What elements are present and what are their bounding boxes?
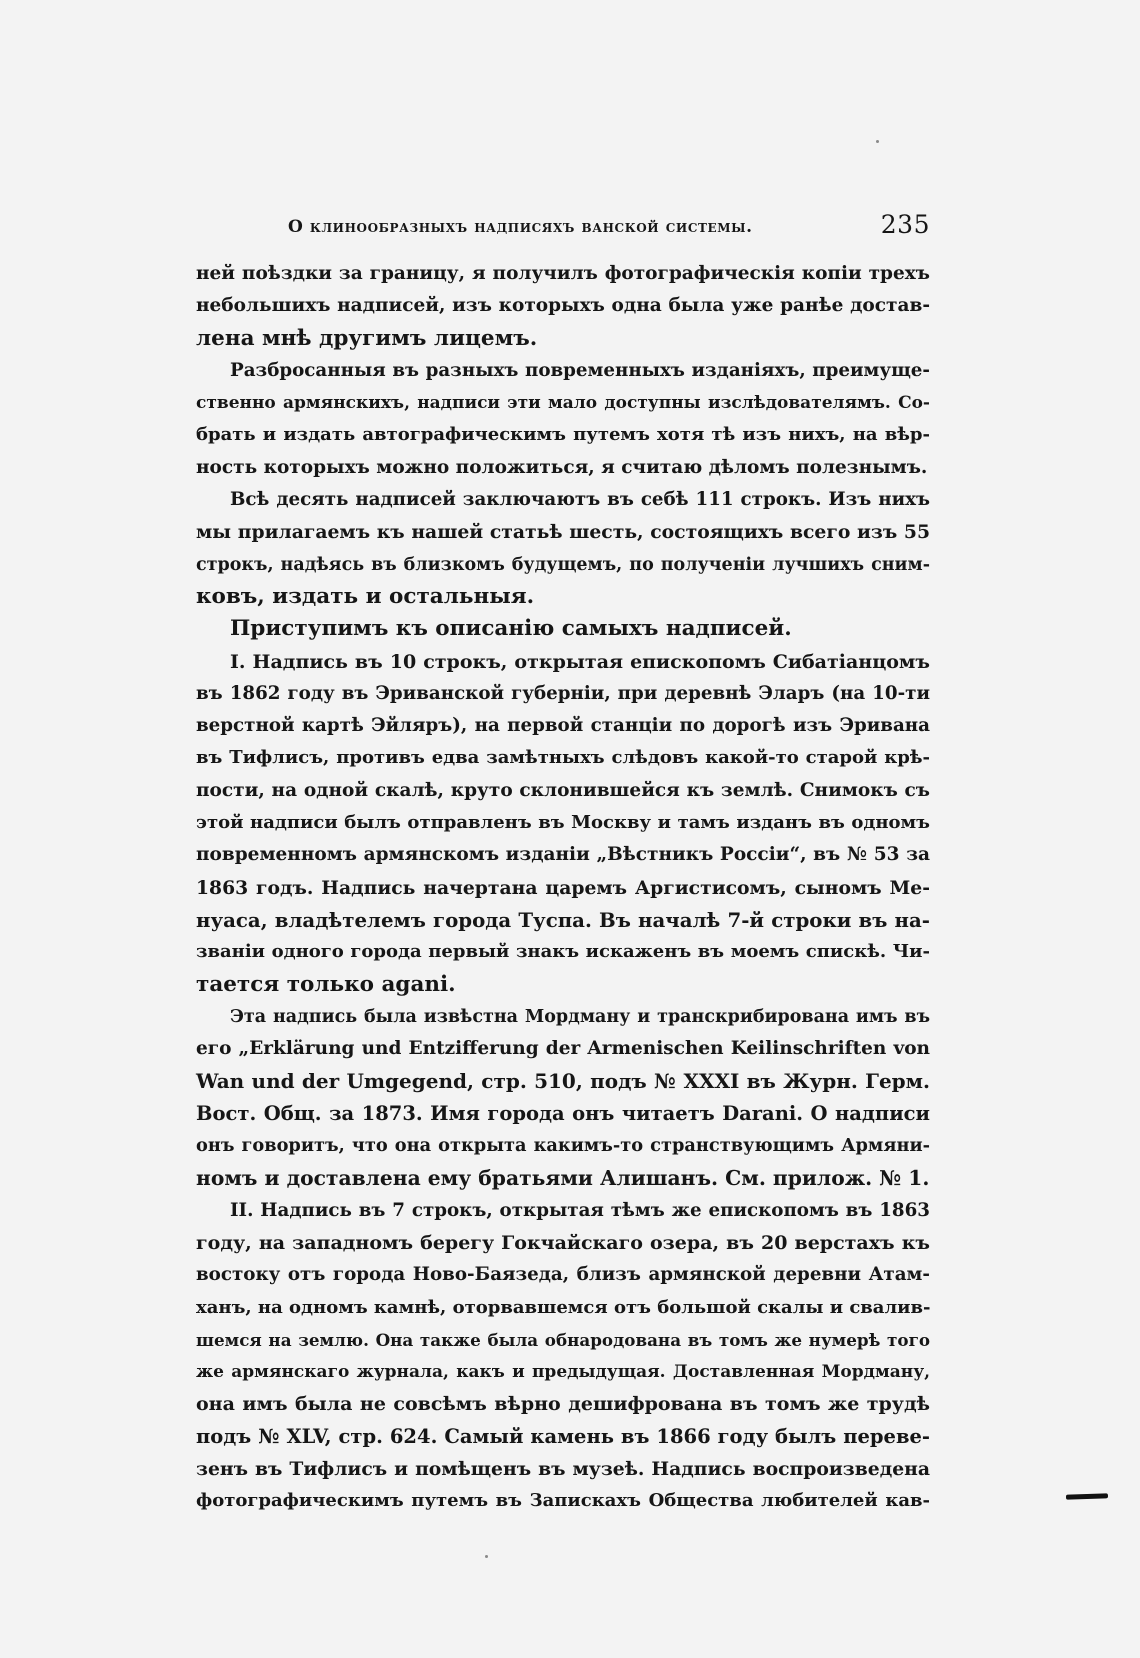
page-header [288, 208, 930, 248]
text-line: ственно армянскихъ, надписи эти мало доступны изслѣдователямъ. Со- [196, 393, 930, 414]
text-line: номъ и доставлена ему братьями Алишанъ. См. прилож. № 1. [196, 1166, 930, 1191]
text-line: лена мнѣ другимъ лицемъ. [196, 325, 538, 351]
text-line: II. Надпись въ 7 строкъ, открытая тѣмъ же епископомъ въ 1863 [230, 1199, 930, 1221]
scan-speck [876, 140, 879, 143]
text-line: тается только agani. [196, 971, 456, 997]
text-line: фотографическимъ путемъ въ Запискахъ Общества любителей кав- [196, 1490, 930, 1512]
text-line: ковъ, издать и остальныя. [196, 583, 535, 609]
text-line: же армянскаго журнала, какъ и предыдущая. Доставленная Мордману, [196, 1362, 930, 1383]
text-line: ность которыхъ можно положиться, я считаю дѣломъ полезнымъ. [196, 456, 928, 478]
text-line: строкъ, надѣясь въ близкомъ будущемъ, по полученіи лучшихъ сним- [196, 554, 930, 575]
body-text [196, 258, 930, 1518]
text-line: Вост. Общ. за 1873. Имя города онъ читаетъ Darani. О надписи [196, 1101, 930, 1125]
text-line: подъ № XLV, стр. 624. Самый камень въ 1866 году былъ переве- [196, 1424, 930, 1448]
text-line: пости, на одной скалѣ, круто склонившейся къ землѣ. Снимокъ съ [196, 779, 930, 801]
text-line: Всѣ десять надписей заключаютъ въ себѣ 111 строкъ. Изъ нихъ [230, 489, 930, 511]
text-line: небольшихъ надписей, изъ которыхъ одна была уже ранѣе достав- [196, 295, 930, 317]
text-line: ханъ, на одномъ камнѣ, оторвавшемся отъ большой скалы и свалив- [196, 1296, 931, 1318]
running-head: О клинообразныхъ надписяхъ ванской системы. [288, 217, 753, 237]
text-line: Приступимъ къ описанію самыхъ надписей. [230, 616, 792, 642]
text-line: I. Надпись въ 10 строкъ, открытая епископомъ Сибатіанцомъ [230, 650, 930, 673]
text-line: въ Тифлисъ, противъ едва замѣтныхъ слѣдовъ какой-то старой крѣ- [196, 747, 930, 769]
text-line: 1863 годъ. Надпись начертана царемъ Аргистисомъ, сыномъ Ме- [196, 876, 930, 899]
text-line: году, на западномъ берегу Гокчайскаго озера, въ 20 верстахъ къ [196, 1231, 930, 1254]
text-line: брать и издать автографическимъ путемъ хотя тѣ изъ нихъ, на вѣр- [196, 424, 930, 446]
text-line: нуаса, владѣтелемъ города Туспа. Въ началѣ 7-й строки въ на- [196, 907, 930, 932]
text-line: Wan und der Umgegend, стр. 510, подъ № XXXI въ Журн. Герм. [196, 1069, 930, 1094]
text-line: востоку отъ города Ново-Баязеда, близъ армянской деревни Атам- [196, 1264, 930, 1286]
page-number: 235 [880, 210, 930, 239]
text-line: она имъ была не совсѣмъ вѣрно дешифрована въ томъ же трудѣ [196, 1393, 930, 1416]
text-line: шемся на землю. Она также была обнародована въ томъ же нумерѣ того [196, 1329, 930, 1350]
text-line: этой надписи былъ отправленъ въ Москву и тамъ изданъ въ одномъ [196, 812, 930, 834]
text-line: зенъ въ Тифлисъ и помѣщенъ въ музеѣ. Надпись воспроизведена [196, 1457, 930, 1480]
scan-speck [485, 1555, 488, 1558]
scan-margin-mark [1066, 1493, 1108, 1499]
text-line: ней поѣздки за границу, я получилъ фотографическія копіи трехъ [196, 263, 930, 284]
text-line: въ 1862 году въ Эриванской губерніи, при деревнѣ Эларъ (на 10-ти [196, 682, 930, 704]
text-line: повременномъ армянскомъ изданіи „Вѣстникъ Россіи“, въ № 53 за [196, 844, 930, 866]
text-line: верстной картѣ Эйляръ), на первой станціи по дорогѣ изъ Эривана [196, 715, 930, 737]
text-line: Разбросанныя въ разныхъ повременныхъ изданіяхъ, преимуще- [230, 359, 930, 381]
text-line: званіи одного города первый знакъ искаженъ въ моемъ спискѣ. Чи- [196, 941, 930, 963]
text-line: Эта надпись была извѣстна Мордману и транскрибирована имъ въ [230, 1006, 930, 1027]
text-line: мы прилагаемъ къ нашей статьѣ шесть, состоящихъ всего изъ 55 [196, 521, 930, 544]
text-line: его „Erklärung und Entzifferung der Armenischen Keilinschriften von [196, 1038, 930, 1060]
text-line: онъ говоритъ, что она открыта какимъ-то странствующимъ Армяни- [196, 1135, 930, 1157]
